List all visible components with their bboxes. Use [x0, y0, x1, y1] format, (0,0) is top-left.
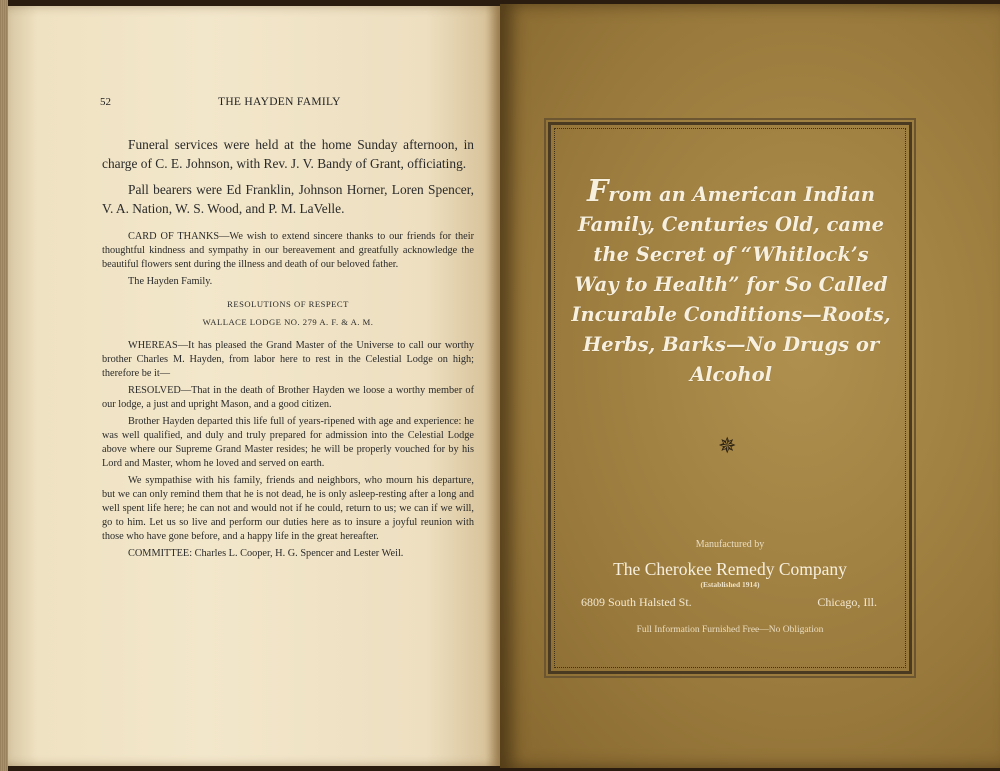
advert-frame	[548, 122, 912, 674]
manufactured-by: Manufactured by	[695, 539, 765, 550]
headline-text: rom an American Indian Family, Centuries Old, came the Secret of “Whitlock’s Way to Health” for So Called Incurable Conditions—Roots, Herbs, Barks—No Drugs or Alcohol	[571, 183, 891, 386]
funeral-paragraph: Funeral services were held at the home Sunday afternoon, in charge of C. E. Johnson, with Rev. J. V. Bandy of Grant, officiating.	[102, 137, 474, 171]
company-name: The Cherokee Remedy Company	[613, 559, 847, 579]
established-year: (Established 1914)	[700, 580, 760, 589]
ornament-icon: ✵	[718, 433, 737, 458]
city: Chicago, Ill.	[817, 595, 877, 609]
running-head: THE HAYDEN FAMILY	[218, 96, 341, 108]
card-of-thanks: CARD OF THANKS—We wish to extend sincere thanks to our friends for their thoughtful kindness and sympathy in our bereavement and greatfully acknowledge the beautiful flowers sent during the illness and death of our beloved father.	[102, 231, 474, 270]
page-number: 52	[100, 96, 111, 108]
family-signature: The Hayden Family.	[128, 276, 213, 287]
right-page	[500, 4, 1000, 768]
headline-initial: F	[586, 174, 609, 209]
lodge-heading: WALLACE LODGE NO. 279 A. F. & A. M.	[202, 317, 374, 327]
resolved-paragraph: RESOLVED—That in the death of Brother Hayden we loose a worthy member of our lodge, a just and upright Mason, and a good citizen.	[102, 385, 474, 410]
page-edges	[0, 0, 8, 771]
info-line: Full Information Furnished Free—No Obligation	[636, 625, 824, 635]
left-page	[8, 6, 500, 766]
street-address: 6809 South Halsted St.	[581, 595, 692, 609]
pall-bearers-paragraph: Pall bearers were Ed Franklin, Johnson Horner, Loren Spencer, V. A. Nation, W. S. Wood, and P. M. LaVelle.	[102, 182, 474, 216]
advert-headline	[571, 174, 891, 390]
brother-paragraph: Brother Hayden departed this life full of years-ripened with age and experience: he was well qualified, and duly and truly prepared for admission into the Celestial Lodge above where our Supreme Grand Master resides; he will be properly vouched for by his Lord and Master, whom he loved and served on earth.	[102, 416, 474, 469]
left-page-text	[102, 136, 474, 564]
whereas-paragraph: WHEREAS—It has pleased the Grand Master of the Universe to call our worthy brother Charles M. Hayden, from labor here to rest in the Celestial Lodge on high; therefore be it—	[102, 340, 474, 379]
committee-line: COMMITTEE: Charles L. Cooper, H. G. Spencer and Lester Weil.	[128, 548, 404, 559]
sympathise-paragraph: We sympathise with his family, friends and neighbors, who mourn his departure, but we can only remind them that he is not dead, he is only asleep-resting after a long and well spent life here; he can not and would not if he could, return to us; we can if we will, go to him. Let us so live and perform our duties here as to insure a joyful reunion with those who have gone before, and a happy life in the great hereafter.	[102, 475, 474, 542]
resolutions-heading: RESOLUTIONS OF RESPECT	[227, 299, 349, 309]
